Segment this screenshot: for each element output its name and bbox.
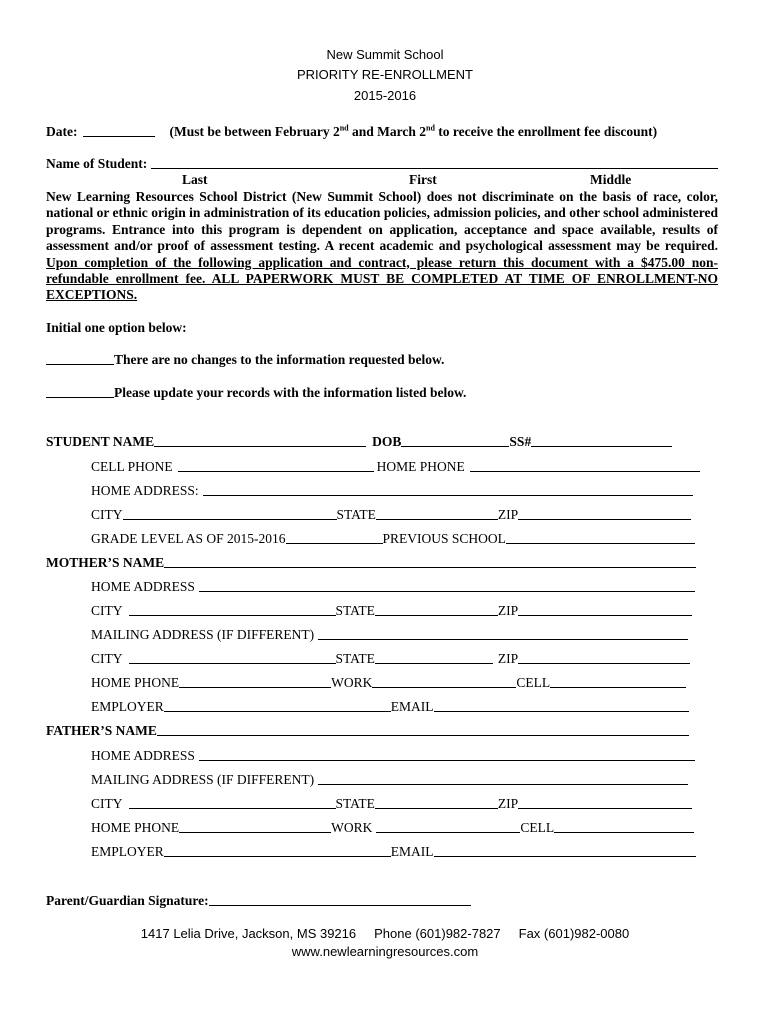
student-city-label: CITY [91, 507, 123, 522]
footer-phone: Phone (601)982-7827 [374, 926, 501, 941]
student-city-field[interactable] [123, 518, 337, 520]
student-zip-field[interactable] [518, 518, 691, 520]
student-state-field[interactable] [376, 518, 498, 520]
mother-city-field[interactable] [129, 614, 336, 616]
mother-address-label: HOME ADDRESS [91, 579, 195, 594]
father-work-label: WORK [331, 820, 373, 835]
student-name-row [46, 154, 718, 172]
mother-cell-label: CELL [516, 675, 551, 690]
form-title: PRIORITY RE-ENROLLMENT [296, 67, 473, 82]
father-city-field[interactable] [129, 807, 336, 809]
student-name-label: Name of Student: [46, 156, 148, 171]
dob-label: DOB [372, 434, 402, 449]
mother-mailing-state-label: STATE [335, 651, 375, 666]
mother-mailing-zip-field[interactable] [518, 662, 690, 664]
father-state-field[interactable] [375, 807, 498, 809]
mother-name-row [46, 553, 696, 571]
option-no-changes [46, 350, 444, 368]
father-employer-label: EMPLOYER [91, 844, 164, 859]
mother-home-phone-label: HOME PHONE [91, 675, 180, 690]
father-zip-label: ZIP [497, 796, 519, 811]
father-employer-row [91, 842, 696, 860]
mother-zip-label: ZIP [497, 603, 519, 618]
school-year: 2015-2016 [353, 88, 417, 103]
student-address-label: HOME ADDRESS: [91, 483, 199, 498]
mother-cell-field[interactable] [550, 686, 686, 688]
student-state-label: STATE [336, 507, 376, 522]
mother-phone-row [91, 673, 686, 691]
signature-field[interactable] [209, 904, 471, 906]
father-mailing-row [91, 770, 688, 788]
option-no-changes-label: There are no changes to the information requested below. [114, 352, 445, 367]
previous-school-label: PREVIOUS SCHOOL [382, 531, 506, 546]
father-home-phone-label: HOME PHONE [91, 820, 180, 835]
dob-field[interactable] [401, 445, 509, 447]
mother-employer-field[interactable] [164, 710, 391, 712]
student-name-field[interactable] [151, 167, 718, 169]
father-cell-field[interactable] [554, 831, 694, 833]
mother-mailing-city-row [91, 649, 690, 667]
father-city-label: CITY [91, 796, 123, 811]
footer-address: 1417 Lelia Drive, Jackson, MS 39216 [140, 926, 357, 941]
mother-state-field[interactable] [375, 614, 498, 616]
student-full-name-field[interactable] [154, 445, 366, 447]
student-address-row [91, 481, 693, 499]
father-mailing-field[interactable] [318, 783, 688, 785]
student-address-field[interactable] [203, 494, 693, 496]
option-no-changes-initial-field[interactable] [46, 363, 114, 365]
date-row [46, 122, 657, 140]
first-name-caption: First [409, 172, 437, 187]
mother-email-label: EMAIL [390, 699, 434, 714]
enrollment-fee-notice: Upon completion of the following application and contract, please return this document with a $475.00 non-refundable enrollment fee. ALL PAPERWORK MUST BE COMPLETED AT TIME OF ENROLLMENT-NO EXCEPTIONS. [46, 254, 718, 303]
student-cell-field[interactable] [178, 470, 374, 472]
non-discrimination-policy: New Learning Resources School District (New Summit School) does not discriminate on the basis of race, color, national or ethnic origin in administration of its education policies, admission policies, and other school administered programs. Entrance into this program is dependent on application, acceptance and space available, results of assessment and/or proof of assessment testing. A recent academic and psychological assessment may be required. Upon completion of the following application and contract, please return this document with a $475.00 non-refundable enrollment fee. ALL PAPERWORK MUST BE COMPLETED AT TIME OF ENROLLMENT-NO EXCEPTIONS. [46, 189, 718, 303]
father-work-field[interactable] [376, 831, 520, 833]
ss-label: SS# [509, 434, 532, 449]
student-cell-label: CELL PHONE [91, 459, 173, 474]
mother-mailing-city-field[interactable] [129, 662, 336, 664]
date-note: (Must be between February 2nd and March 2nd to receive the enrollment fee discount) [169, 123, 658, 139]
mother-email-field[interactable] [434, 710, 689, 712]
option-update-label: Please update your records with the information listed below. [114, 385, 467, 400]
mother-home-phone-field[interactable] [179, 686, 331, 688]
previous-school-field[interactable] [506, 542, 695, 544]
date-label: Date: [46, 124, 78, 139]
mother-city-label: CITY [91, 603, 123, 618]
mother-address-field[interactable] [199, 590, 695, 592]
student-city-row [91, 505, 691, 523]
mother-mailing-zip-label: ZIP [497, 651, 519, 666]
father-mailing-label: MAILING ADDRESS (IF DIFFERENT) [91, 772, 315, 787]
student-phone-row [91, 457, 700, 475]
grade-level-field[interactable] [286, 542, 383, 544]
student-grade-row [91, 529, 695, 547]
father-name-field[interactable] [157, 734, 689, 736]
student-name-dob-row [46, 432, 672, 450]
mother-name-label: MOTHER’S NAME [46, 555, 165, 570]
father-address-label: HOME ADDRESS [91, 748, 195, 763]
mother-mailing-row [91, 625, 688, 643]
mother-name-field[interactable] [164, 566, 696, 568]
student-zip-label: ZIP [497, 507, 519, 522]
mother-employer-label: EMPLOYER [91, 699, 164, 714]
father-home-phone-field[interactable] [179, 831, 331, 833]
mother-employer-row [91, 697, 689, 715]
mother-mailing-city-label: CITY [91, 651, 123, 666]
mother-mailing-field[interactable] [318, 638, 688, 640]
date-field[interactable] [83, 135, 155, 137]
last-name-caption: Last [182, 172, 208, 187]
father-city-row [91, 794, 692, 812]
father-email-field[interactable] [434, 855, 696, 857]
father-employer-field[interactable] [164, 855, 391, 857]
student-name-label-caps: STUDENT NAME [46, 434, 155, 449]
father-email-label: EMAIL [390, 844, 434, 859]
father-cell-label: CELL [520, 820, 555, 835]
father-name-label: FATHER’S NAME [46, 723, 157, 738]
mother-mailing-label: MAILING ADDRESS (IF DIFFERENT) [91, 627, 315, 642]
signature-label: Parent/Guardian Signature: [46, 893, 209, 908]
mother-address-row [91, 577, 695, 595]
student-home-phone-label: HOME PHONE [376, 459, 465, 474]
mother-work-label: WORK [331, 675, 373, 690]
signature-row [46, 891, 471, 909]
father-address-row [91, 746, 695, 764]
student-home-phone-field[interactable] [470, 470, 700, 472]
father-address-field[interactable] [199, 759, 695, 761]
ss-field[interactable] [531, 445, 672, 447]
option-update-initial-field[interactable] [46, 396, 114, 398]
mother-state-label: STATE [335, 603, 375, 618]
father-name-row [46, 721, 689, 739]
footer-fax: Fax (601)982-0080 [518, 926, 630, 941]
mother-work-field[interactable] [372, 686, 516, 688]
school-name: New Summit School [326, 47, 444, 62]
footer-website[interactable]: www.newlearningresources.com [291, 944, 479, 959]
mother-zip-field[interactable] [518, 614, 692, 616]
option-update-records [46, 383, 466, 401]
options-intro: Initial one option below: [46, 320, 187, 335]
grade-level-label: GRADE LEVEL AS OF 2015-2016 [91, 531, 286, 546]
father-state-label: STATE [335, 796, 375, 811]
mother-city-row [91, 601, 692, 619]
mother-mailing-state-field[interactable] [375, 662, 493, 664]
footer-contact [0, 926, 770, 941]
father-zip-field[interactable] [518, 807, 692, 809]
father-phone-row [91, 818, 694, 836]
middle-name-caption: Middle [590, 172, 632, 187]
